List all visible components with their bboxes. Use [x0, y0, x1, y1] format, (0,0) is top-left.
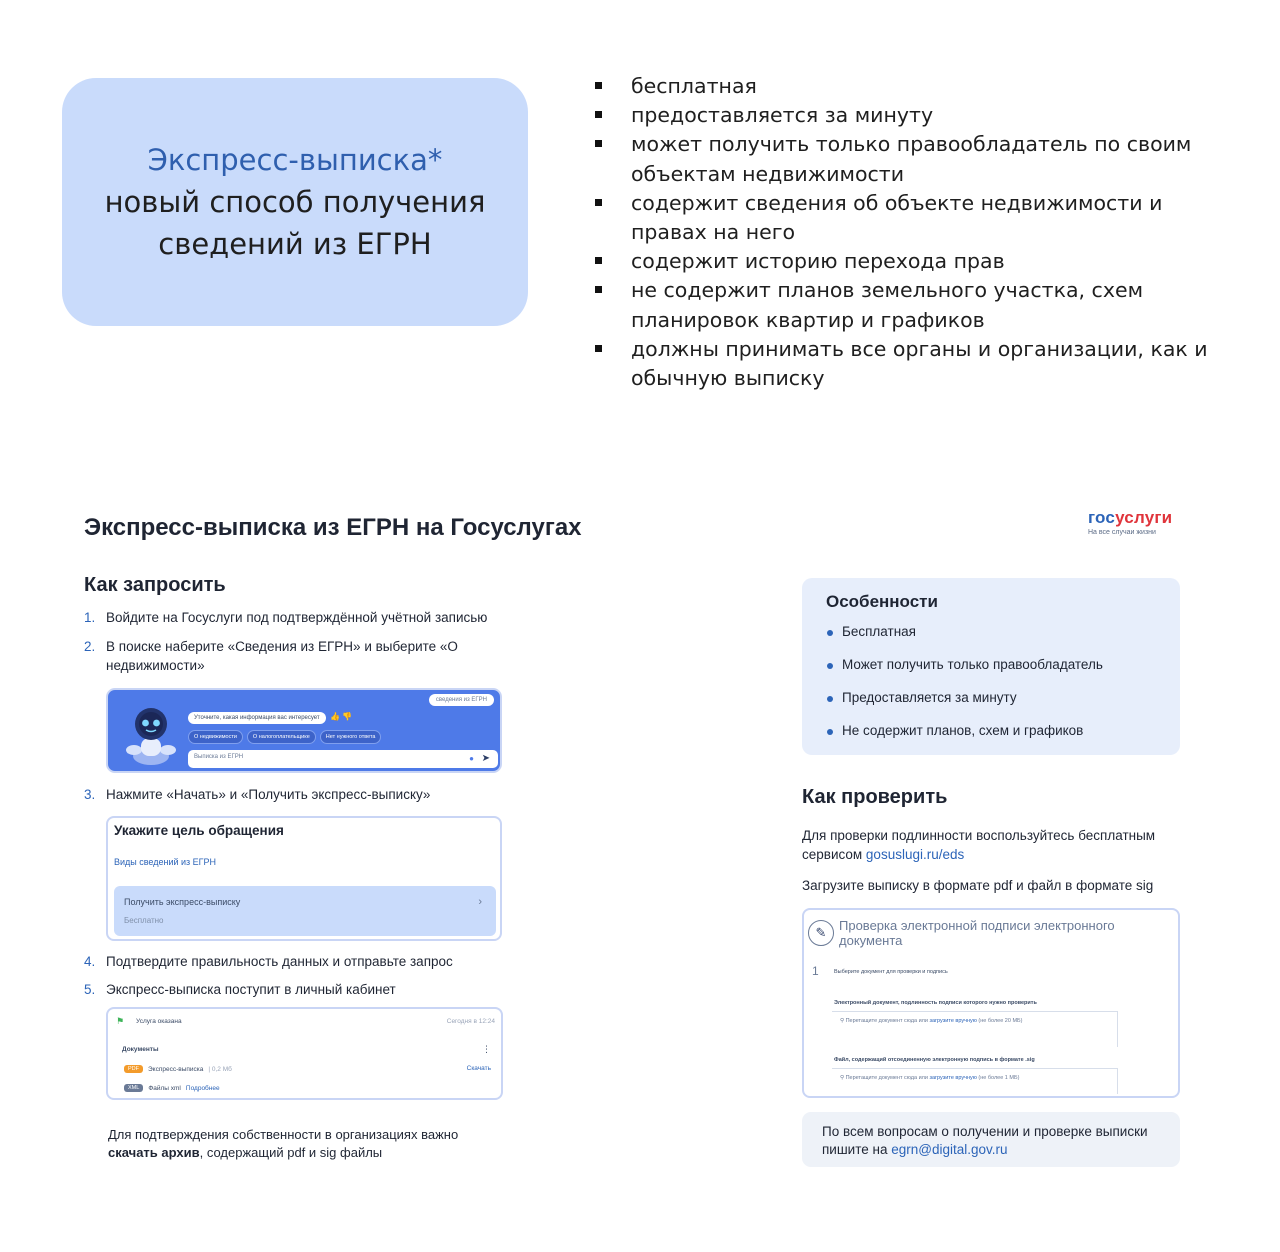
step-text: Войдите на Госуслуги под подтверждённой учётной записью — [106, 610, 488, 625]
feature-item: предоставляется за минуту — [594, 101, 1234, 130]
signature-icon: ✎ — [808, 920, 834, 946]
features-card — [802, 578, 1180, 755]
chip-property[interactable]: О недвижимости — [188, 730, 243, 744]
more-menu-icon[interactable]: ⋮ — [482, 1044, 491, 1054]
purpose-subtitle: Виды сведений из ЕГРН — [114, 857, 217, 867]
logo-gos-text: гос — [1088, 508, 1116, 527]
feature-item: не содержит планов земельного участка, схем планировок квартир и графиков — [594, 276, 1234, 334]
chat-chips — [188, 730, 381, 744]
check-text: Для проверки подлинности воспользуйтесь бесплатным сервисом — [802, 828, 1156, 862]
signature-dropzone[interactable] — [832, 1068, 1118, 1094]
details-link[interactable]: Подробнее — [185, 1084, 220, 1092]
hero-subtitle-line2: сведений из ЕГРН — [158, 227, 432, 261]
feature-item: содержит сведения об объекте недвижимости и правах на него — [594, 189, 1234, 247]
features-list — [594, 72, 1234, 393]
gosuslugi-logo — [1088, 508, 1198, 536]
note-text-1: Для подтверждения собственности в организациях важно — [108, 1127, 459, 1142]
chat-input[interactable] — [188, 750, 498, 768]
hero-subtitle-line1: новый способ получения — [104, 185, 486, 219]
drop-limit: (не более 20 МБ) — [976, 1018, 1023, 1024]
chat-screenshot — [106, 688, 502, 773]
step-number: 2. — [84, 639, 96, 654]
hero-title: Экспресс-выписка* — [147, 143, 443, 177]
check-icon: ● — [469, 754, 474, 763]
doc-title: Экспресс-выписка из ЕГРН на Госуслугах — [84, 514, 582, 541]
purpose-title: Укажите цель обращения — [114, 823, 284, 838]
step-1 — [84, 608, 487, 627]
chevron-right-icon: › — [478, 896, 482, 908]
check-paragraph-2: Загрузите выписку в формате pdf и файл в формате sig — [802, 878, 1154, 893]
xml-file-row — [124, 1084, 220, 1092]
step-text: Нажмите «Начать» и «Получить экспресс-выписку» — [106, 787, 431, 802]
eds-link[interactable]: gosuslugi.ru/eds — [865, 847, 965, 862]
step-5 — [84, 980, 396, 999]
signature-title: Проверка электронной подписи электронного документа — [839, 918, 1115, 948]
pdf-badge: PDF — [124, 1065, 143, 1073]
robot-icon — [122, 704, 180, 766]
contact-card — [802, 1112, 1180, 1167]
thumbs-icon: 👍 👎 — [330, 712, 353, 721]
step-text: Подтвердите правильность данных и отправьте запрос — [106, 954, 453, 969]
features-card-title: Особенности — [826, 592, 938, 611]
step-number: 3. — [84, 787, 96, 802]
document-dropzone[interactable] — [832, 1011, 1118, 1047]
service-date: Сегодня в 12:24 — [446, 1018, 495, 1025]
service-result-card — [106, 1007, 503, 1100]
signature-field-label: Файл, содержащий отсоединенную электронную подпись в формате .sig — [834, 1057, 1035, 1063]
chip-taxpayer[interactable]: О налогоплательщике — [247, 730, 316, 744]
feature-item: должны принимать все органы и организации, как и обычную выписку — [594, 335, 1234, 393]
paperclip-icon: ⚲ — [840, 1075, 846, 1081]
get-express-extract-option[interactable] — [114, 886, 496, 936]
features-card-item: Бесплатная — [826, 624, 1103, 657]
how-request-heading: Как запросить — [84, 574, 226, 596]
logo-tagline: На все случаи жизни — [1088, 529, 1156, 536]
upload-link[interactable]: загрузите вручную — [929, 1018, 977, 1024]
signature-step-label: Выберите документ для проверки и подпись — [834, 969, 948, 975]
document-field-label: Электронный документ, подлинность подписи которого нужно проверить — [834, 1000, 1037, 1006]
step-text: Экспресс-выписка поступит в личный кабинет — [106, 982, 396, 997]
features-card-item: Может получить только правообладатель — [826, 657, 1103, 690]
signature-step-number: 1 — [812, 964, 819, 978]
option-sub: Бесплатно — [124, 916, 164, 925]
chat-question: Уточните, какая информация вас интересует — [188, 712, 326, 724]
step-3 — [84, 785, 430, 804]
features-card-list — [826, 624, 1103, 756]
how-check-heading: Как проверить — [802, 786, 948, 808]
xml-badge: XML — [124, 1084, 143, 1092]
pdf-file-size: | 0,2 Мб — [208, 1065, 232, 1073]
feature-item: содержит историю перехода прав — [594, 247, 1234, 276]
chat-input-value: Выписка из ЕГРН — [194, 754, 244, 760]
flag-icon: ⚑ — [116, 1016, 125, 1026]
upload-link[interactable]: загрузите вручную — [929, 1075, 977, 1081]
contact-text: По всем вопросам о получении и проверке выписки пишите на — [822, 1124, 1148, 1157]
purpose-card — [106, 816, 502, 941]
drop-limit: (не более 1 МБ) — [976, 1075, 1020, 1081]
pdf-file-row — [124, 1065, 232, 1073]
note-text-2: , содержащий pdf и sig файлы — [199, 1145, 383, 1160]
step-number: 1. — [84, 610, 96, 625]
step-text: В поиске наберите «Сведения из ЕГРН» и выберите «О недвижимости» — [106, 639, 458, 673]
step-number: 4. — [84, 954, 96, 969]
paperclip-icon: ⚲ — [840, 1018, 846, 1024]
hero-box — [62, 78, 528, 326]
pdf-file-name: Экспресс-выписка — [148, 1065, 204, 1073]
archive-note — [108, 1126, 508, 1162]
chip-no-answer[interactable]: Нет нужного ответа — [320, 730, 382, 744]
download-link[interactable]: Скачать — [466, 1065, 491, 1072]
feature-item: бесплатная — [594, 72, 1234, 101]
features-card-item: Предоставляется за минуту — [826, 690, 1103, 723]
step-4 — [84, 952, 453, 971]
send-icon[interactable]: ➤ — [481, 753, 490, 764]
documents-label: Документы — [122, 1046, 159, 1053]
step-2 — [84, 637, 464, 675]
drop-text: Перетащите документ сюда или — [845, 1075, 930, 1081]
check-paragraph-1 — [802, 826, 1182, 864]
note-bold: скачать архив — [108, 1145, 200, 1160]
chat-search-tag: сведения из ЕГРН — [429, 694, 494, 706]
xml-file-name: Файлы xml — [148, 1084, 181, 1092]
step-number: 5. — [84, 982, 96, 997]
features-card-item: Не содержит планов, схем и графиков — [826, 723, 1103, 756]
email-link[interactable]: egrn@digital.gov.ru — [891, 1142, 1008, 1157]
feature-item: может получить только правообладатель по своим объектам недвижимости — [594, 130, 1234, 188]
service-status: Услуга оказана — [136, 1018, 182, 1025]
option-label: Получить экспресс-выписку — [124, 897, 241, 907]
logo-usl-text: услуги — [1115, 508, 1173, 527]
signature-check-card — [802, 908, 1180, 1098]
drop-text: Перетащите документ сюда или — [845, 1018, 930, 1024]
